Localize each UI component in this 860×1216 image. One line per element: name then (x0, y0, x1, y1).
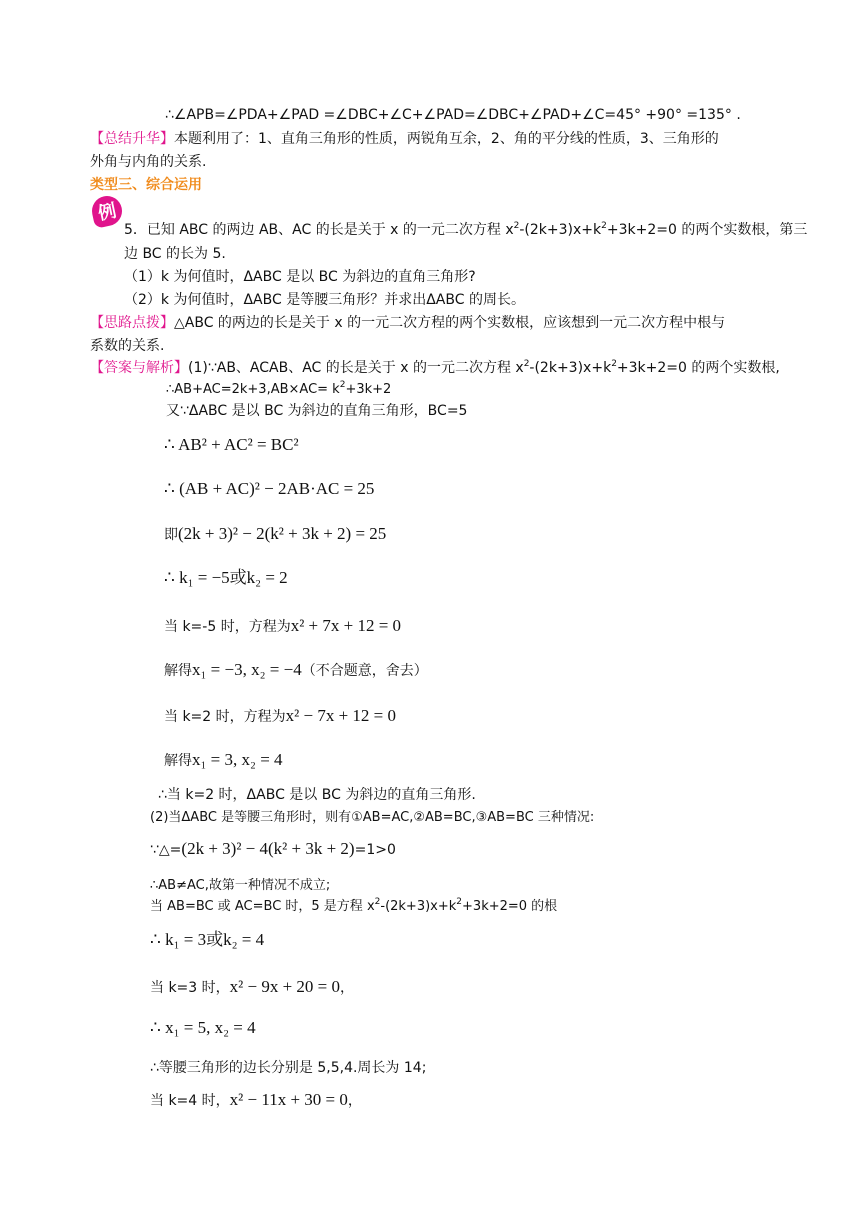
sum-product-line: ∴AB+AC=2k+3,AB×AC= $k^2+3k+2$ (166, 380, 392, 397)
case-k-minus5-line (164, 615, 401, 637)
equation-expand: ∴ (AB + AC)² − 2AB·AC = 25 (164, 479, 375, 498)
discriminant-prefix: ∵△= (150, 842, 182, 858)
solution-k-minus5: x₁ = −3, x₂ = −4 (192, 660, 302, 679)
answer-tag: 【答案与解析】 (90, 360, 188, 376)
summary-tag: 【总结升华】 (90, 131, 174, 147)
case-k4-equation: x² − 11x + 30 = 0 (229, 1090, 348, 1109)
case-k4-suffix: ， (347, 1093, 362, 1109)
equation-substitute-prefix: 即 (164, 527, 178, 543)
equation-pythagoras: ∴ AB² + AC² = BC² (164, 435, 299, 454)
perimeter-line: ∴等腰三角形的边长分别是 5,5,4.周长为 14; (150, 1060, 427, 1076)
case-k3-equation: x² − 9x + 20 = 0 (229, 977, 341, 996)
sum-product-b: +3k+2 (345, 382, 392, 397)
summary-text-1: 本题利用了：1、直角三角形的性质，两锐角互余，2、角的平分线的性质，3、三角形的 (174, 131, 719, 147)
root-five-line: 当 AB=BC 或 AC=BC 时，5 是方程 $x^2-(2k+3)x+k^2+3k+2=0$ 的根 (150, 897, 558, 914)
solution-k2-line (164, 749, 283, 771)
hint-tag: 【思路点拨】 (90, 315, 174, 331)
solution-k2: x₁ = 3, x₂ = 4 (192, 750, 283, 769)
solution-k-minus5-line (164, 659, 428, 681)
example-badge-icon: 例 (89, 193, 125, 229)
problem-text-b: -(2k+3)x+k (519, 222, 602, 238)
case-k-minus5-equation: x² + 7x + 12 = 0 (290, 616, 402, 635)
root-five-a: 当 AB=BC 或 AC=BC 时，5 是方程 x (150, 899, 375, 914)
equation-k-isosceles: ∴ k₁ = 3或k₂ = 4 (150, 930, 265, 949)
problem-line-2: 边 BC 的长为 5. (124, 246, 226, 262)
question-1: （1）k 为何值时，ΔABC 是以 BC 为斜边的直角三角形? (124, 269, 476, 285)
case-k3-prefix: 当 k=3 时， (150, 980, 230, 996)
answer-text-b: -(2k+3)x+k (529, 360, 612, 376)
solution-k-minus5-note: （不合题意，舍去） (301, 663, 428, 679)
case-k2-line (164, 705, 396, 727)
problem-text-a: 5．已知 ABC 的两边 AB、AC 的长是关于 x 的一元二次方程 x (124, 222, 514, 238)
solution-k-minus5-prefix: 解得 (164, 663, 192, 679)
root-five-c: +3k+2=0 的根 (462, 899, 558, 914)
sum-product-a: ∴AB+AC=2k+3,AB×AC= k (166, 382, 340, 397)
part-2-intro: (2)当ΔABC 是等腰三角形时，则有①AB=AC,②AB=BC,③AB=BC 三种情况: (150, 810, 595, 825)
right-triangle-line: 又∵ΔABC 是以 BC 为斜边的直角三角形，BC=5 (166, 403, 468, 419)
section-heading: 类型三、综合运用 (90, 177, 202, 193)
case-k3-suffix: ， (340, 980, 355, 996)
case-k4-prefix: 当 k=4 时， (150, 1093, 230, 1109)
problem-text-c: +3k+2=0 的两个实数根，第三 (606, 222, 808, 238)
case-k2-prefix: 当 k=2 时，方程为 (164, 709, 286, 725)
discriminant-line (150, 838, 396, 860)
hint-paragraph (90, 314, 725, 332)
equation-substitute: (2k + 3)² − 2(k² + 3k + 2) = 25 (178, 524, 387, 543)
equation-substitute-line (164, 523, 386, 545)
discriminant-suffix: =1>0 (354, 842, 396, 858)
answer-text-c: +3k+2=0 的两个实数根, (616, 360, 780, 376)
case-k4-line (150, 1089, 362, 1111)
equation-k-values: ∴ k₁ = −5或k₂ = 2 (164, 568, 288, 587)
not-hold-line: ∴AB≠AC,故第一种情况不成立; (150, 878, 331, 893)
conclusion-part-1: ∴当 k=2 时，ΔABC 是以 BC 为斜边的直角三角形. (158, 787, 476, 803)
hint-text-2: 系数的关系. (90, 338, 165, 354)
angle-result-line: ∴∠APB=∠PDA+∠PAD =∠DBC+∠C+∠PAD=∠DBC+∠PAD+∠C=45° +90° =135° . (165, 107, 741, 123)
solution-k2-prefix: 解得 (164, 753, 192, 769)
answer-line-1: 【答案与解析】(1)∵AB、ACAB、AC 的长是关于 x 的一元二次方程 $x^2-(2k+3)x+k^2+3k+2=0$ 的两个实数根, (90, 359, 780, 376)
question-2: （2）k 为何值时，ΔABC 是等腰三角形？并求出ΔABC 的周长。 (124, 292, 525, 308)
case-k-minus5-prefix: 当 k=-5 时，方程为 (164, 619, 291, 635)
summary-text-2: 外角与内角的关系. (90, 154, 207, 170)
problem-line-1: 5．已知 ABC 的两边 AB、AC 的长是关于 x 的一元二次方程 $x^2-(2k+3)x+k^2+3k+2=0$ 的两个实数根，第三 (124, 221, 808, 238)
case-k2-equation: x² − 7x + 12 = 0 (285, 706, 397, 725)
answer-text-a: (1)∵AB、ACAB、AC 的长是关于 x 的一元二次方程 x (188, 360, 524, 376)
solution-k3: ∴ x₁ = 5, x₂ = 4 (150, 1018, 256, 1037)
root-five-b: -(2k+3)x+k (380, 899, 457, 914)
hint-text-1: △ABC 的两边的长是关于 x 的一元二次方程的两个实数根，应该想到一元二次方程中根与 (174, 315, 726, 331)
discriminant-equation: (2k + 3)² − 4(k² + 3k + 2) (181, 839, 355, 858)
case-k3-line (150, 976, 354, 998)
summary-paragraph (90, 130, 719, 148)
